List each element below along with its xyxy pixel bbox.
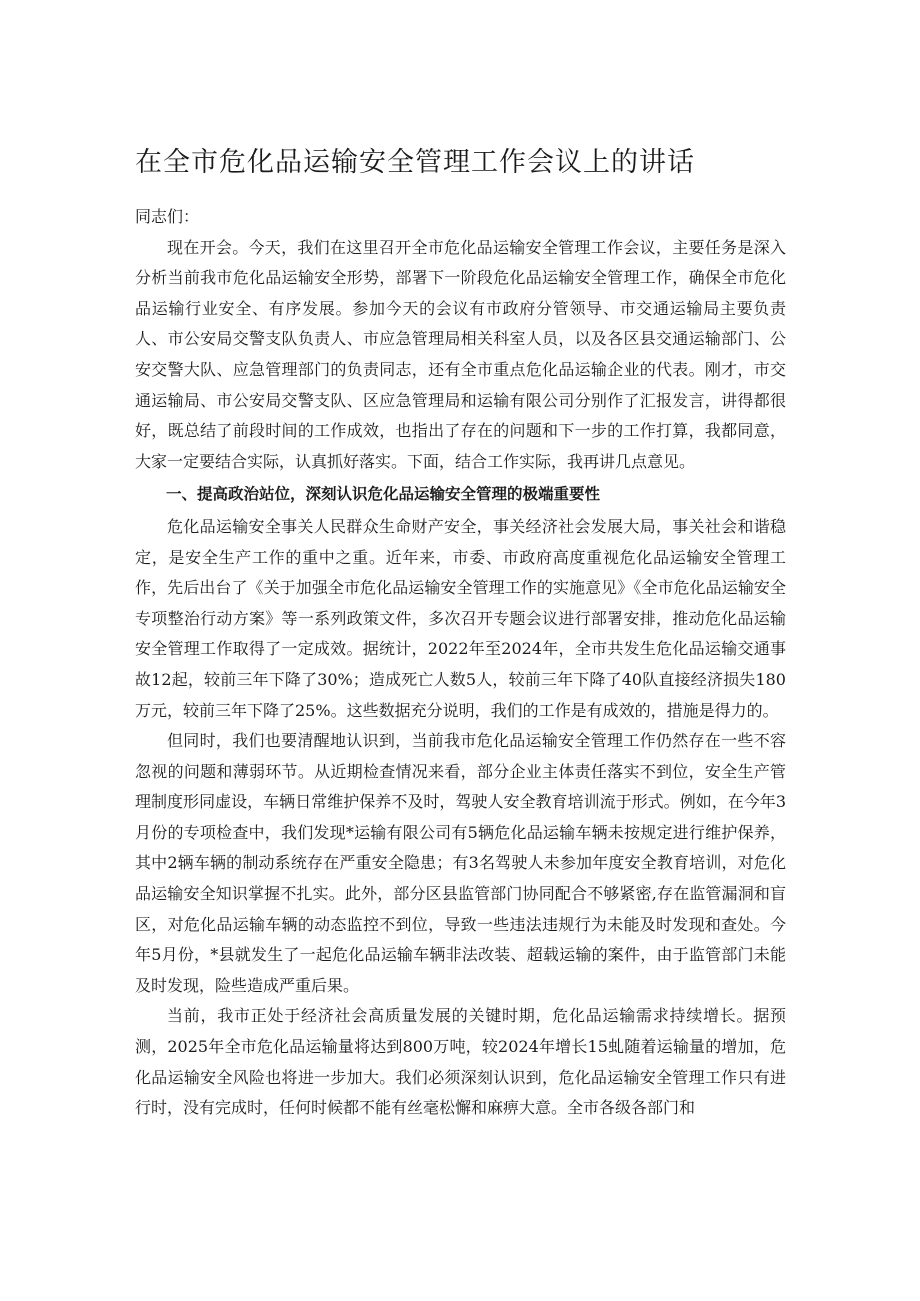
- paragraph-outlook: 当前，我市正处于经济社会高质量发展的关键时期，危化品运输需求持续增长。据预测，2025年全市危化品运输量将达到800万吨，较2024年增长15虬随着运输量的增加，危化品运输安全风险也将进一步加大。我们必须深刻认识到，危化品运输安全管理工作只有进行时，没有完成时，任何时候都不能有丝毫松懈和麻痹大意。全市各级各部门和: [135, 1006, 786, 1118]
- paragraph-opening: 现在开会。今天，我们在这里召开全市危化品运输安全管理工作会议，主要任务是深入分析当前我市危化品运输安全形势，部署下一阶段危化品运输安全管理工作，确保全市危化品运输行业安全、有序发展。参加今天的会议有市政府分管领导、市交通运输局主要负责人、市公安局交警支队负责人、市应急管理局相关科室人员，以及各区县交通运输部门、公安交警大队、应急管理部门的负责同志，还有全市重点危化品运输企业的代表。刚才，市交通运输局、市公安局交警支队、区应急管理局和运输有限公司分别作了汇报发言，讲得都很好，既总结了前段时间的工作成效，也指出了存在的问题和下一步的工作打算，我都同意，大家一定要结合实际，认真抓好落实。下面，结合工作实际，我再讲几点意见。: [135, 237, 786, 471]
- document-body: [135, 202, 786, 1124]
- salutation: 同志们：: [135, 207, 200, 226]
- paragraph-importance: 危化品运输安全事关人民群众生命财产安全，事关经济社会发展大局，事关社会和谐稳定，是安全生产工作的重中之重。近年来，市委、市政府高度重视危化品运输安全管理工作，先后出台了《关于加强全市危化品运输安全管理工作的实施意见》《全市危化品运输安全专项整治行动方案》等一系列政策文件，多次召开专题会议进行部署安排，推动危化品运输安全管理工作取得了一定成效。据统计，2022年至2024年，全市共发生危化品运输交通事故12起，较前三年下降了30%；造成死亡人数5人，较前三年下降了40队直接经济损失180万元，较前三年下降了25%。这些数据充分说明，我们的工作是有成效的，措施是得力的。: [135, 516, 786, 720]
- section-heading-1: 一、提高政治站位，深刻认识危化品运输安全管理的极端重要性: [166, 485, 601, 504]
- paragraph-problems: 但同时，我们也要清醒地认识到，当前我市危化品运输安全管理工作仍然存在一些不容忽视的问题和薄弱环节。从近期检查情况来看，部分企业主体责任落实不到位，安全生产管理制度形同虚设，车辆日常维护保养不及时，驾驶人安全教育培训流于形式。例如，在今年3月份的专项检查中，我们发现*运输有限公司有5辆危化品运输车辆未按规定进行维护保养，其中2辆车辆的制动系统存在严重安全隐患；有3名驾驶人未参加年度安全教育培训，对危化品运输安全知识掌握不扎实。此外，部分区县监管部门协同配合不够紧密,存在监管漏洞和盲区，对危化品运输车辆的动态监控不到位，导致一些违法违规行为未能及时发现和查处。今年5月份，*县就发生了一起危化品运输车辆非法改装、超载运输的案件，由于监管部门未能及时发现，险些造成严重后果。: [135, 731, 786, 995]
- document-title: 在全市危化品运输安全管理工作会议上的讲话: [135, 147, 695, 178]
